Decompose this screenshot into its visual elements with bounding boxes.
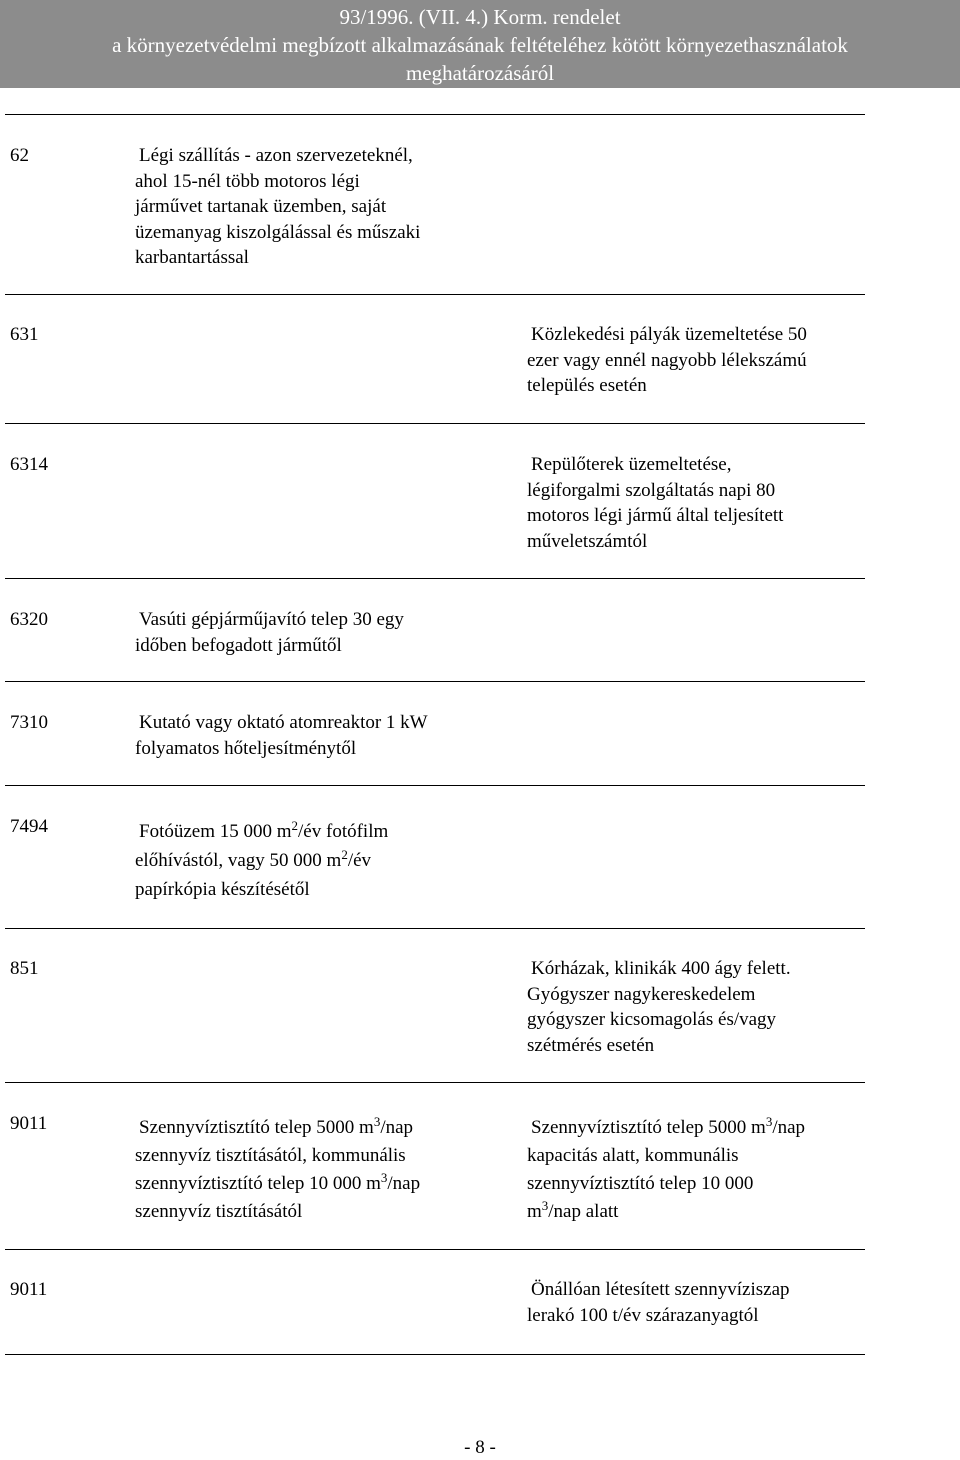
row-divider <box>5 785 865 786</box>
row-threshold <box>527 1114 805 1226</box>
text-line: üzemanyag kiszolgálással és műszaki <box>135 221 421 243</box>
text-line: karbantartással <box>135 247 249 268</box>
text-line: légiforgalmi szolgáltatás napi 80 <box>527 479 776 501</box>
row-threshold <box>527 452 783 554</box>
row-divider <box>5 294 865 295</box>
row-divider <box>5 1249 865 1250</box>
row-divider <box>5 578 865 579</box>
text-line: Légi szállítás - azon szervezeteknél, <box>139 145 413 166</box>
text-line: szennyvíztisztító telep 10 000 $m^3$/nap <box>135 1170 421 1194</box>
row-divider <box>5 1082 865 1083</box>
text-line: ezer vagy ennél nagyobb lélekszámú <box>527 349 807 371</box>
text-line: Kutató vagy oktató atomreaktor 1 kW <box>139 712 428 733</box>
text-line: műveletszámtól <box>527 530 648 552</box>
row-description <box>135 710 428 761</box>
row-code: 851 <box>10 958 39 979</box>
row-description <box>135 607 404 658</box>
row-description <box>135 1114 420 1226</box>
row-threshold <box>527 322 807 399</box>
row-code: 9011 <box>10 1113 48 1134</box>
row-threshold <box>527 956 791 1058</box>
text-line: Fotóüzem 15 000 $m^2/év$ fotófilm <box>139 818 389 842</box>
row-description <box>135 817 388 904</box>
text-line: Szennyvíztisztító telep 5000 $m^3$/nap <box>139 1114 414 1138</box>
text-line: szennyvíztisztító telep 10 000 <box>527 1173 754 1194</box>
document-header <box>0 0 960 88</box>
text-line: időben befogadott járműtől <box>135 634 342 656</box>
text-line: járművet tartanak üzemben, saját <box>135 196 387 217</box>
text-line: Gyógyszer nagykereskedelem <box>527 983 756 1005</box>
row-divider <box>5 423 865 424</box>
text-line: motoros légi jármű által teljesített <box>527 505 784 526</box>
page-number: - 8 - <box>464 1437 496 1458</box>
text-line: település esetén <box>527 375 647 396</box>
text-line: Vasúti gépjárműjavító telep 30 egy <box>139 609 404 630</box>
text-line: folyamatos hőteljesítménytől <box>135 737 357 759</box>
text-line: Szennyvíztisztító telep 5000 $m^3$/nap <box>531 1114 806 1138</box>
header-subtitle-line1: a környezetvédelmi megbízott alkalmazásának feltételéhez kötött környezethasználatok <box>112 33 848 57</box>
text-line: gyógyszer kicsomagolás és/vagy <box>527 1009 777 1030</box>
row-code: 9011 <box>10 1279 48 1300</box>
row-code: 6314 <box>10 454 48 475</box>
text-line: Önállóan létesített szennyvíziszap <box>531 1279 790 1300</box>
text-line: lerakó 100 t/év szárazanyagtól <box>527 1304 759 1326</box>
row-divider <box>5 114 865 115</box>
row-description <box>135 143 420 271</box>
row-code: 7310 <box>10 712 48 733</box>
row-divider <box>5 1354 865 1355</box>
row-code: 6320 <box>10 609 48 630</box>
text-line: ahol 15-nél több motoros légi <box>135 170 360 192</box>
text-line: szétmérés esetén <box>527 1034 655 1056</box>
header-title: 93/1996. (VII. 4.) Korm. rendelet <box>339 5 621 29</box>
text-line: Repülőterek üzemeltetése, <box>531 454 732 475</box>
text-line: Közlekedési pályák üzemeltetése 50 <box>531 324 807 345</box>
text-line: papírkópia készítésétől <box>135 879 310 900</box>
text-line: előhívástól, vagy 50 000 $m^2/év$ <box>135 847 372 871</box>
row-threshold <box>527 1277 790 1328</box>
text-line: szennyvíz tisztításától, kommunális <box>135 1145 406 1166</box>
row-code: 62 <box>10 145 29 166</box>
text-line: Kórházak, klinikák 400 ágy felett. <box>531 958 791 979</box>
row-code: 7494 <box>10 816 48 837</box>
text-line: kapacitás alatt, kommunális <box>527 1145 739 1166</box>
row-code: 631 <box>10 324 39 345</box>
text-line: $m^3$/nap alatt <box>527 1198 619 1222</box>
text-line: szennyvíz tisztításától <box>135 1201 303 1222</box>
header-subtitle-line2: meghatározásáról <box>405 61 555 85</box>
row-divider <box>5 928 865 929</box>
row-divider <box>5 681 865 682</box>
